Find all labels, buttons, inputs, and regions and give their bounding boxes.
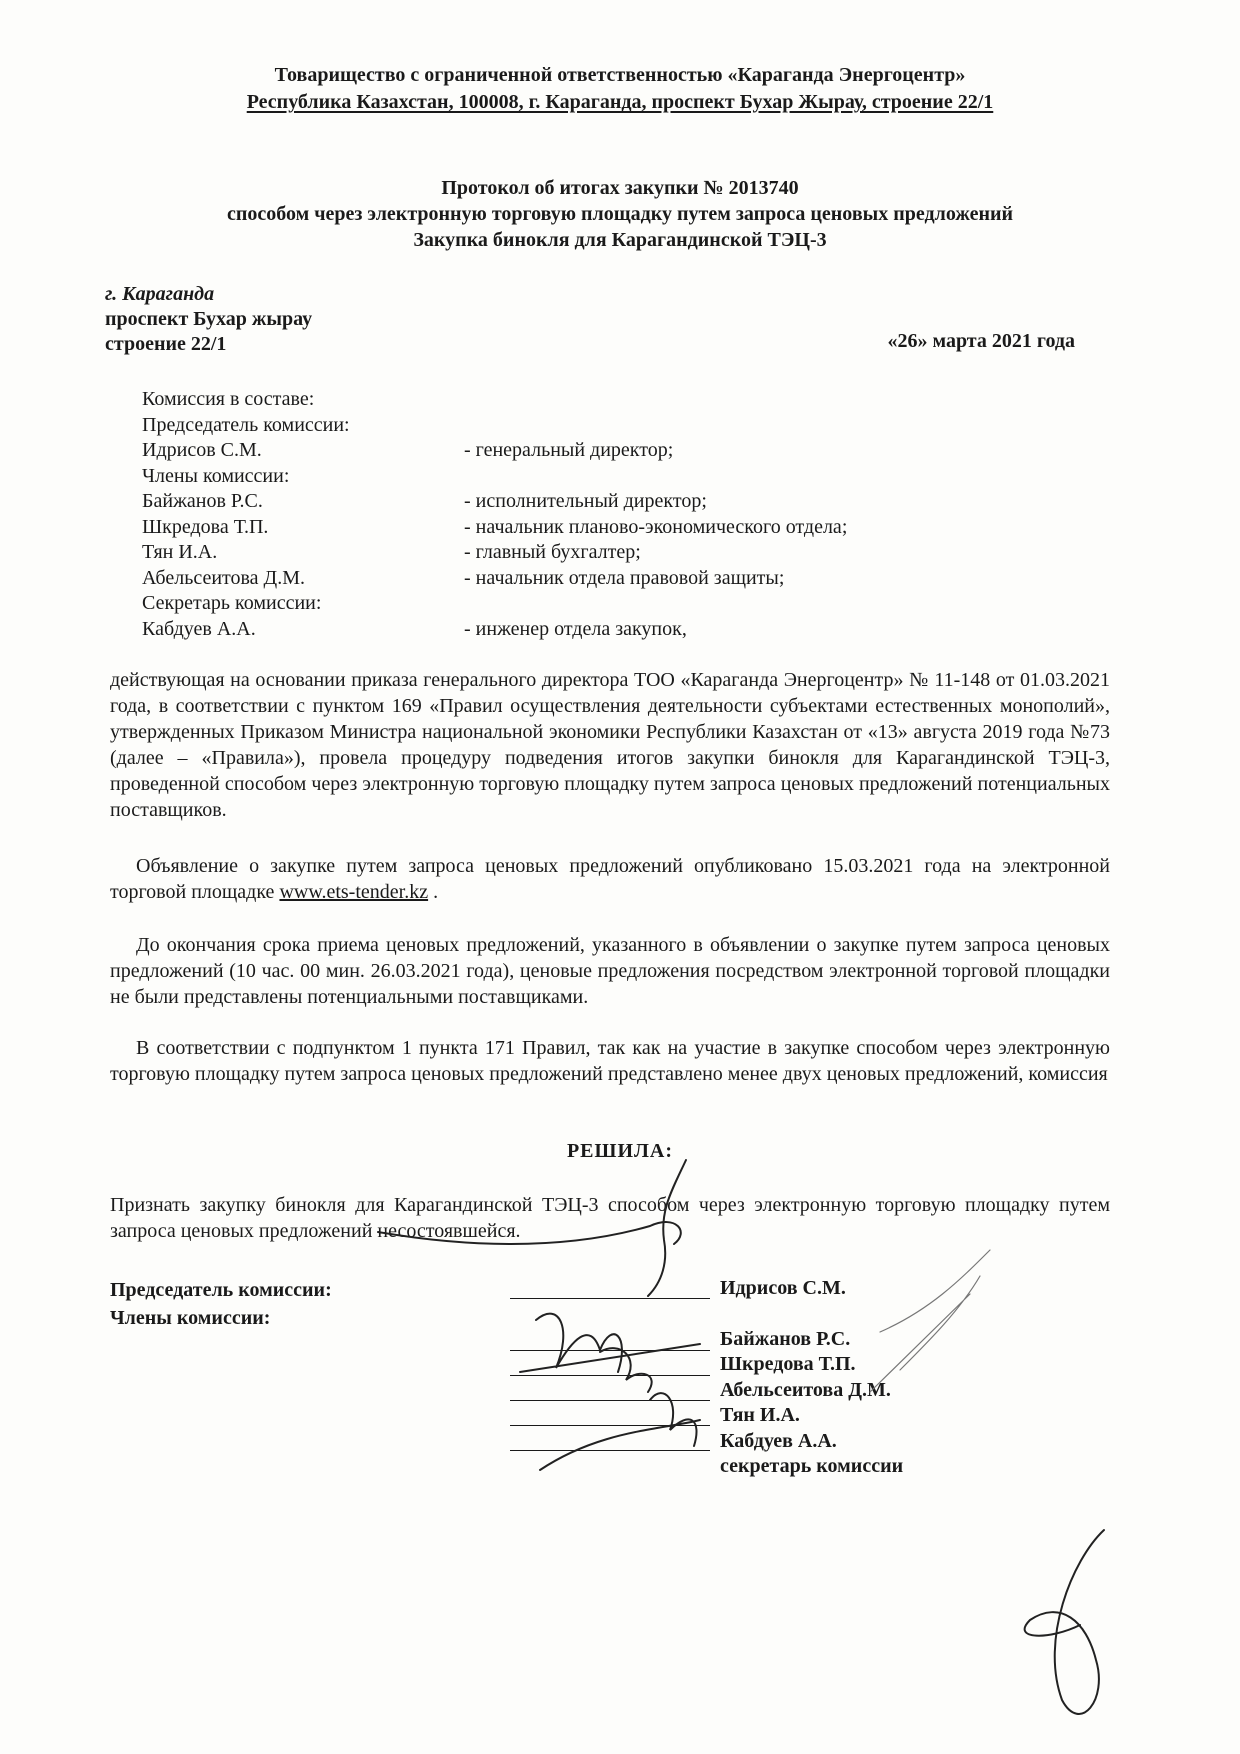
org-address: Республика Казахстан, 100008, г. Караганда, проспект Бухар Жырау, строение 22/1 xyxy=(246,91,994,113)
place-city: г. Караганда xyxy=(105,283,215,305)
commission-role xyxy=(464,413,1042,439)
commission-name: Шкредова Т.П. xyxy=(142,515,269,538)
announcement-tail: . xyxy=(428,881,439,903)
commission-role: - исполнительный директор; xyxy=(464,490,707,512)
commission-name: Идрисов С.М. xyxy=(142,439,262,461)
commission-row xyxy=(142,617,1042,643)
signature-line xyxy=(510,1350,710,1351)
title-line-2: способом через электронную торговую площадку путем запроса ценовых предложений xyxy=(226,203,1014,225)
decision-heading: РЕШИЛА: xyxy=(566,1140,674,1162)
commission-row xyxy=(142,489,1042,515)
signer-name: Тян И.А. xyxy=(720,1404,800,1426)
rule-paragraph: В соответствии с подпунктом 1 пункта 171 Правил, так как на участие в закупке способом через электронную торговую площадку путем запроса ценовых предложений представлено менее двух ценовых предложений, комиссия xyxy=(110,1037,1110,1085)
signature-baizhanov xyxy=(520,1314,700,1372)
place-building: строение 22/1 xyxy=(105,333,227,355)
announcement-paragraph xyxy=(110,853,1110,905)
commission-role: - главный бухгалтер; xyxy=(464,541,641,563)
commission-role xyxy=(464,591,1042,617)
commission-role xyxy=(464,464,1042,490)
commission-role: - генеральный директор; xyxy=(464,439,674,461)
announcement-text: Объявление о закупке путем запроса ценовых предложений опубликовано 15.03.2021 года на электронной торговой площадке xyxy=(110,855,1110,903)
signature-line xyxy=(510,1450,710,1451)
signer-role: секретарь комиссии xyxy=(720,1455,904,1477)
signature-line xyxy=(510,1375,710,1376)
signature-labels xyxy=(110,1276,332,1332)
commission-role: - начальник отдела правовой защиты; xyxy=(464,566,785,589)
deadline-paragraph: До окончания срока приема ценовых предложений, указанного в объявлении о закупке путем запроса ценовых предложений (10 час. 00 мин. 26.03.2021 года), ценовые предложения посредством электронной торговой площадки не были представлены потенциальными поставщиками. xyxy=(110,934,1110,1008)
signature-line xyxy=(510,1400,710,1401)
commission-name: Кабдуев А.А. xyxy=(142,617,256,640)
commission-row xyxy=(142,438,1042,464)
commission-row xyxy=(142,464,1042,490)
commission-role: - инженер отдела закупок, xyxy=(464,617,687,640)
signer-name: Шкредова Т.П. xyxy=(720,1353,856,1375)
place-block xyxy=(105,282,312,357)
commission-name: Комиссия в составе: xyxy=(142,388,315,410)
basis-paragraph: действующая на основании приказа генерального директора ТОО «Караганда Энергоцентр» № 11-148 от 01.03.2021 года, в соответствии с пунктом 169 «Правил осуществления деятельности субъектами естественных монополий», утвержденных Приказом Министра национальной экономики Республики Казахстан от «13» августа 2019 года №73 (далее – «Правила»), провела процедуру подведения итогов закупки бинокля для Карагандинской ТЭЦ-3, проведенной способом через электронную торговую площадку путем запроса ценовых предложений потенциальных поставщиков. xyxy=(110,669,1110,821)
commission-row xyxy=(142,540,1042,566)
commission-name: Председатель комиссии: xyxy=(142,413,350,436)
commission-name: Байжанов Р.С. xyxy=(142,490,263,512)
commission-list xyxy=(142,387,1042,642)
title-line-3: Закупка бинокля для Карагандинской ТЭЦ-3 xyxy=(413,229,827,251)
signature-abelseitova xyxy=(650,1393,697,1446)
decision-paragraph: Признать закупку бинокля для Карагандинской ТЭЦ-3 способом через электронную торговую площадку путем запроса ценовых предложений несостоявшейся. xyxy=(110,1194,1110,1242)
commission-row xyxy=(142,387,1042,413)
commission-name: Секретарь комиссии: xyxy=(142,592,322,614)
commission-role xyxy=(464,387,1042,413)
commission-row xyxy=(142,413,1042,439)
signature-kabduev xyxy=(540,1420,700,1470)
letterhead xyxy=(0,62,1240,116)
document-title xyxy=(0,175,1240,253)
page-initials-mark xyxy=(1025,1530,1104,1714)
commission-row xyxy=(142,566,1042,592)
signature-shkredova xyxy=(600,1348,652,1392)
commission-row xyxy=(142,591,1042,617)
ets-tender-link[interactable]: www.ets-tender.kz xyxy=(279,881,429,903)
commission-name: Члены комиссии: xyxy=(142,464,290,487)
chairman-label: Председатель комиссии: xyxy=(110,1279,332,1301)
commission-name: Тян И.А. xyxy=(142,541,218,563)
signer-name: Кабдуев А.А. xyxy=(720,1429,837,1452)
place-street: проспект Бухар жырау xyxy=(105,308,313,330)
title-line-1: Протокол об итогах закупки № 2013740 xyxy=(441,177,799,199)
commission-name: Абельсеитова Д.М. xyxy=(142,566,305,589)
signer-name: Идрисов С.М. xyxy=(720,1277,846,1299)
signature-line xyxy=(510,1298,710,1299)
members-label: Члены комиссии: xyxy=(110,1307,271,1329)
org-name: Товарищество с ограниченной ответственностью «Караганда Энергоцентр» xyxy=(274,64,966,86)
signature-names xyxy=(720,1276,903,1480)
document-date: «26» марта 2021 года xyxy=(887,330,1075,352)
commission-role: - начальник планово-экономического отдела; xyxy=(464,515,848,538)
signer-name: Байжанов Р.С. xyxy=(720,1327,851,1350)
signature-line xyxy=(510,1425,710,1426)
signer-name: Абельсеитова Д.М. xyxy=(720,1378,891,1401)
commission-row xyxy=(142,515,1042,541)
